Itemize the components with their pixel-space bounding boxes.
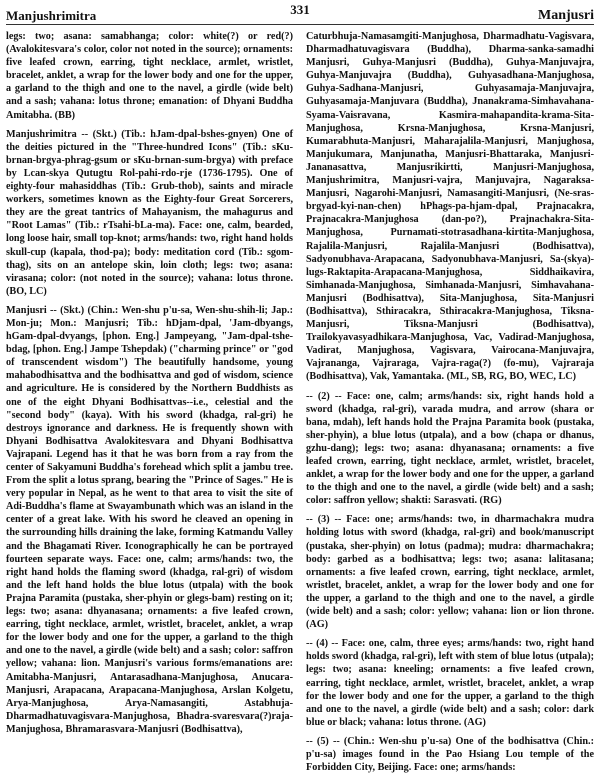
left-column: [6, 30, 293, 752]
form-2: -- (2) -- Face: one, calm; arms/hands: six, right hands hold a sword (khadga, ral-gri), varada mudra, and arrow (shara or bana, mdah), left hands hold the Prajna Paramita book (pustaka, sher-phyin), a blue lotus (utpala), and a bow (chapa or dhanus, gzhu-dang); legs: two; asana: dhyanasana; ornaments: a five leafed crown, earring, tight necklace, armlet, wristlet, bracelet, anklet, a wrap for the lower body and one for the upper, a garland to the thigh and one to the navel, a girdle (wide belt) and a sash; color: saffron yellow; shakti: Sarasvati. (RG): [306, 390, 594, 507]
right-column: [306, 30, 594, 774]
form-3: -- (3) -- Face: one; arms/hands: two, in dharmachakra mudra holding lotus with sword (khadga, ral-gri) and book/manuscript (pustaka, sher-phyin) on lotus (padma); mudra: dharmachakra; body: garbed as a bodhisattva; legs: two; asana: lalitasana; ornaments: a five leafed crown, earring, tight necklace, armlet, wristlet, bracelet, anklet, a wrap for the lower body and one for the upper, a garland to the thigh and one to the navel, a girdle (wide belt) and a sash; color: yellow; vahana: lion or lion throne. (AG): [306, 514, 594, 631]
entry-title: Manjusri: [6, 304, 47, 316]
header-rule: [6, 24, 594, 25]
forms-list: Caturbhuja-Namasamgiti-Manjughosa, Dharmadhatu-Vagisvara, Dharmadhatuvagisvara (Buddha), Dharma-sanka-samadhi Manjusri, Guhya-Manjusri (Buddha), Guhya-Manjuvajra, Guhya-Manjuvajra (Buddha), Guhyasadhana-Manjughosa, Guhya-Sadhana-Manjusri, Guhyasamaja-Manjuvajra, Guhyasamaja-Manjuvara (Buddha), Jnanakrama-Simhavahana-Syama-Vaisravana, Kasmira-mahapandita-krama-Sita-Manjughosa, Krsna-Manjughosa, Krsna-Manjusri, Kumarabhuta-Manjusri, Maharajalila-Manjusri, Manjughosa, Manjukumara, Manjunatha, Manjusri-Bhattaraka, Manjusri-Jananasattva, Manjusrikirtti, Manjusri-Manjughosa, Manjushrimitra, Manjusri-vajra, Manjuvajra, Nagaraksa-Manjusri, Nagarohi-Manjusri, Namasangiti-Manjusri, (Ne-sras-brgyad-kyi-nan-chen) hPhags-pa-hjam-dpal, Prajnacakra, Prajnacakra-Manjughosa (dan-po?), Prajnachakra-Sita-Manjughosa, Purnamati-stotrasadhana-kirtita-Manjughosa, Rajalila-Manjusri, Rajalila-Manjusri (Bodhisattva), Sadyonubhava-Arapacana, Sadyonubhava-Manjusri, Sa-(skya)-lugs-Raktapita-Arapacana-Manjughosa, Siddhaikavira, Simhanada-Manjughosa, Simhanada-Manjusri, Simhavahana-Manjusri (Bodhisattva), Sita-Manjughosa, Sita-Manjusri (Bodhisattva), Sthiracakra, Sthiracakra-Manjughosa, Tiksna-Manjusri, Tiksna-Manjusri (Bodhisattva), Trailokyavasyadhikara-Manjughosa, Vac, Vadirad-Manjughosa, Vadirat, Manjughosa, Vagisvara, Vairocana-Manjuvajra, Vajrananga, Vajraraga, Vajra-raga(?) (fo-mu), Vajraraja (Bodhisattva), Vak, Yamantaka. (ML, SB, RG, BO, WEC, LC): [306, 31, 594, 383]
entry-title: Manjushrimitra: [6, 128, 77, 140]
entry-body: -- (Skt.) (Chin.: Wen-shu p'u-sa, Wen-shu-shih-li; Jap.: Mon-ju; Mon.: Manjusri; Tib.: hDjam-dpal, 'Jam-dbyangs, hGam-dpal-dvyangs, [phon. Eng.] Jampeyang, "Jam-dpal-tshe-bdag, [phon. Eng.] Jampe Tshepdak) ("charming prince" or "god of transcendent wisdom") The beautifully handsome, young mahabodhisattva and the bodhisattva and god of wisdom, science and agriculture. He is considered by the Northern Buddhists as one of the eight Dhyani Bodhisattvas--i.e., celestial and the "second body" (kaya). With his sword (khadga, ral-gri) he destroys ignorance and darkness. He is frequently shown with Dhyani Bodhisattva Avalokitesvara and Dhyani Bodhisattva Vajrapani. Legend has it that he was born from a ray from the center of Sakyamuni Buddha's forehead which split a jambu tree. From the split a lotus sprang, bearing the "Prince of Sages." He is very popular in Nepal, as he went to that area to visit the site of Adi-Buddha's flame at Swayambunath which was an island in the center of a great lake. With his sword he cleaved an opening in the surrounding hills draining the lake, forming Katmandu Valley and the Bhagamati River. Iconographically he can be portrayed fourteen separate ways. Face: one, calm; arms/hands: two, the right hand holds the flaming sword (khadga, ral-gri) of wisdom and the left hand holds the blue lotus (utpala) with the book Prajna Paramita (pustaka, sher-phyin or glegs-bam) resting on it; legs: two; asana: dhyanasana; ornaments: a five leafed crown, earring, tight necklace, armlet, wristlet, bracelet, anklet, a wrap for the lower body and one for the upper, a garland to the thigh and one to the navel, a girdle (wide belt) and a sash; color: saffron yellow; vahana: lion. Manjusri's various forms/emanations are: Amitabha-Manjusri, Antarasadhana-Manjughosa, Anucara-Manjusri, Arapacana, Arapacana-Manjughosa, Arslan Kolgetu, Arya-Manjughosa, Arya-Namasangiti, Astabhuja-Dharmadhatuvagisvara-Manjughosa, Bhadra-svaresvara(?)raja-Manjughosa, Bhramarasvara-Manjusri (Bodhisattva),: [6, 304, 293, 735]
form-4: -- (4) -- Face: one, calm, three eyes; arms/hands: two, right hand holds sword (khadga, ral-gri), left with stem of blue lotus (utpala); legs: two; asana: kneeling; ornaments: a five leafed crown, earring, tight necklace, armlet, wristlet, bracelet, anklet, a wrap for the lower body and one for the upper, a garland to the thigh and one to the navel, a girdle (wide belt) and a sash; color: dark blue or black; vahana: lotus throne. (AG): [306, 638, 594, 728]
entry-manjushrimitra: [6, 128, 293, 298]
running-head-left: Manjushrimitra: [6, 8, 97, 23]
running-head-right: Manjusri: [538, 8, 594, 23]
page-number: 331: [290, 2, 310, 17]
form-5: -- (5) -- (Chin.: Wen-shu p'u-sa) One of the bodhisattva (Chin.: p'u-sa) images found in the Pao Hsiang Lou temple of the Forbidden City, Beijing. Face: one; arms/hands:: [306, 735, 594, 774]
page-header: [6, 2, 594, 24]
entry-manjusri: [6, 304, 293, 736]
entry-body: -- (Skt.) (Tib.: hJam-dpal-bshes-gnyen) One of the deities pictured in the "Three-hundred Icons" (Tib.: sKu-brnan-brgya-phrag-gsum or sKu-brnan-sum-brgya) with preface by Lcan-skya Qutugtu Rol-pahi-rdo-rje (1736-1795). One of eighty-four mahasiddhas (Tib.: Grub-thob), saints and miracle workers, sometimes known as the Eighty-four Great Sorcerers, they are the great tantrics of Mahayanism, the mahagurus and "Root Lamas" (Tib.: rTsahi-bLa-ma). Face: one, calm, bearded, long loose hair, small top-knot; arms/hands: two, right hand holds skull-cup (kapala, thod-pa); body: meditation cord (Tib.: sgom-thag), sits on an antelope skin, loin cloth; legs: two; asana: virasana; color: (not noted in the source); vahana: lotus throne. (BO, LC): [6, 128, 293, 297]
entry-continuation: legs: two; asana: samabhanga; color: white(?) or red(?) (Avalokitesvara's color, color not noted in the source); ornaments: five leafed crown, earring, tight necklace, armlet, wristlet, bracelet, anklet, a wrap for the lower body and one for the upper, a garland to the thigh and one to the navel, a girdle (wide belt) and a sash; vahana: lotus throne; emanation: of Dhyani Buddha Amitabha. (BB): [6, 31, 293, 121]
